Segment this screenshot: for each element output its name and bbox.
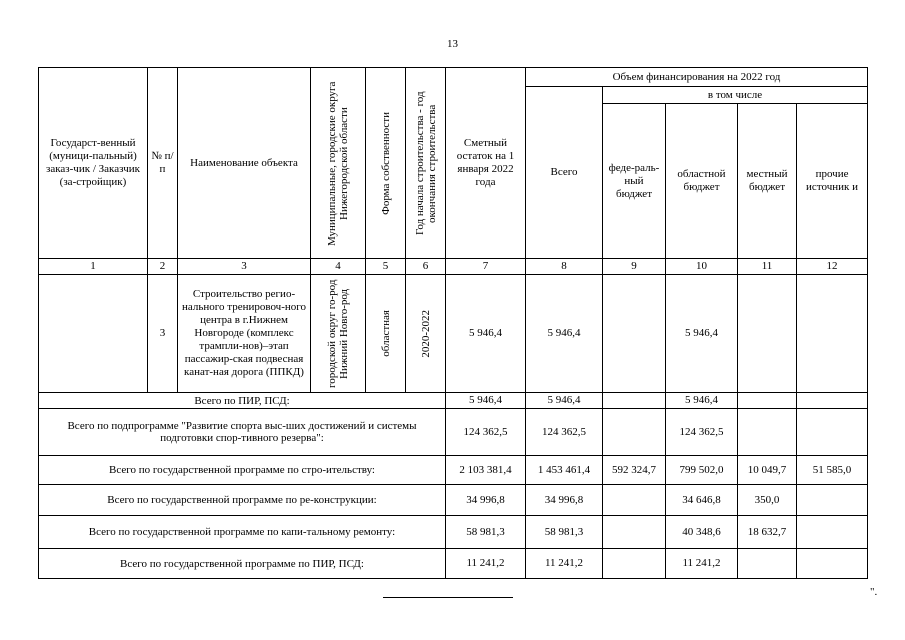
summary-estimate: 11 241,2: [446, 549, 526, 579]
header-municipal: Муниципальные, городские округа Нижегородской области: [311, 68, 366, 259]
summary-total: 1 453 461,4: [526, 456, 603, 485]
summary-local: [738, 549, 797, 579]
object-num: 3: [148, 275, 178, 393]
summary-row: [39, 516, 868, 549]
summary-row: [39, 485, 868, 516]
summary-label: Всего по государственной программе по капи-тальному ремонту:: [39, 516, 446, 549]
header-regional: областной бюджет: [666, 104, 738, 259]
object-local: [738, 275, 797, 393]
summary-total: 124 362,5: [526, 409, 603, 456]
col-number: 7: [446, 259, 526, 275]
col-number: 5: [366, 259, 406, 275]
header-estimate: Сметный остаток на 1 января 2022 года: [446, 68, 526, 259]
summary-other: [797, 393, 868, 409]
summary-row: [39, 393, 868, 409]
object-municipal: городской округ го-род Нижний Новго-род: [311, 275, 366, 393]
summary-estimate: 2 103 381,4: [446, 456, 526, 485]
header-years: Год начала строительства - год окончания строительства: [406, 68, 446, 259]
summary-total: 34 996,8: [526, 485, 603, 516]
summary-regional: 124 362,5: [666, 409, 738, 456]
column-number-row: [39, 259, 868, 275]
object-customer: [39, 275, 148, 393]
summary-regional: 11 241,2: [666, 549, 738, 579]
summary-row: [39, 456, 868, 485]
col-number: 1: [39, 259, 148, 275]
summary-local: [738, 409, 797, 456]
object-federal: [603, 275, 666, 393]
header-total: Всего: [526, 87, 603, 259]
summary-row: [39, 549, 868, 579]
summary-row: [39, 409, 868, 456]
summary-local: 350,0: [738, 485, 797, 516]
object-other: [797, 275, 868, 393]
object-row: [39, 275, 868, 393]
summary-estimate: 34 996,8: [446, 485, 526, 516]
summary-federal: [603, 409, 666, 456]
col-number: 2: [148, 259, 178, 275]
header-local: местный бюджет: [738, 104, 797, 259]
col-number: 12: [797, 259, 868, 275]
col-number: 3: [178, 259, 311, 275]
footer-divider: [383, 597, 513, 598]
object-ownership: областная: [366, 275, 406, 393]
object-total: 5 946,4: [526, 275, 603, 393]
summary-label: Всего по ПИР, ПСД:: [39, 393, 446, 409]
col-number: 10: [666, 259, 738, 275]
summary-federal: 592 324,7: [603, 456, 666, 485]
financing-table: [38, 67, 868, 579]
summary-regional: 34 646,8: [666, 485, 738, 516]
summary-federal: [603, 549, 666, 579]
header-object-name: Наименование объекта: [178, 68, 311, 259]
summary-other: [797, 549, 868, 579]
header-ownership: Форма собственности: [366, 68, 406, 259]
summary-regional: 5 946,4: [666, 393, 738, 409]
summary-estimate: 58 981,3: [446, 516, 526, 549]
summary-other: [797, 409, 868, 456]
summary-federal: [603, 393, 666, 409]
object-regional: 5 946,4: [666, 275, 738, 393]
summary-local: 18 632,7: [738, 516, 797, 549]
summary-regional: 40 348,6: [666, 516, 738, 549]
summary-label: Всего по подпрограмме "Развитие спорта выс-ших достижений и системы подготовки спор-тивного резерва":: [39, 409, 446, 456]
col-number: 4: [311, 259, 366, 275]
closing-quote: ".: [870, 586, 878, 598]
summary-federal: [603, 516, 666, 549]
summary-other: 51 585,0: [797, 456, 868, 485]
header-customer: Государст-венный (муници-пальный) заказ-чик / Заказчик (за-стройщик): [39, 68, 148, 259]
summary-other: [797, 516, 868, 549]
summary-federal: [603, 485, 666, 516]
summary-regional: 799 502,0: [666, 456, 738, 485]
header-funding-group: Объем финансирования на 2022 год: [526, 68, 868, 87]
summary-local: 10 049,7: [738, 456, 797, 485]
page-number: 13: [447, 38, 458, 50]
summary-total: 5 946,4: [526, 393, 603, 409]
col-number: 8: [526, 259, 603, 275]
summary-total: 58 981,3: [526, 516, 603, 549]
summary-other: [797, 485, 868, 516]
header-num: № п/п: [148, 68, 178, 259]
header-other: прочие источник и: [797, 104, 868, 259]
summary-label: Всего по государственной программе по ПИР, ПСД:: [39, 549, 446, 579]
summary-label: Всего по государственной программе по ре-конструкции:: [39, 485, 446, 516]
summary-label: Всего по государственной программе по стро-ительству:: [39, 456, 446, 485]
col-number: 11: [738, 259, 797, 275]
summary-estimate: 124 362,5: [446, 409, 526, 456]
header-incl-group: в том числе: [603, 87, 868, 104]
header-federal: феде-раль-ный бюджет: [603, 104, 666, 259]
summary-total: 11 241,2: [526, 549, 603, 579]
col-number: 9: [603, 259, 666, 275]
col-number: 6: [406, 259, 446, 275]
summary-local: [738, 393, 797, 409]
object-years: 2020-2022: [406, 275, 446, 393]
summary-estimate: 5 946,4: [446, 393, 526, 409]
object-estimate: 5 946,4: [446, 275, 526, 393]
object-name: Строительство регио-нального тренировоч-ного центра в г.Нижнем Новгороде (комплекс трампли-нов)–этап пассажир-ская подвесная канат-ная дорога (ППКД): [178, 275, 311, 393]
